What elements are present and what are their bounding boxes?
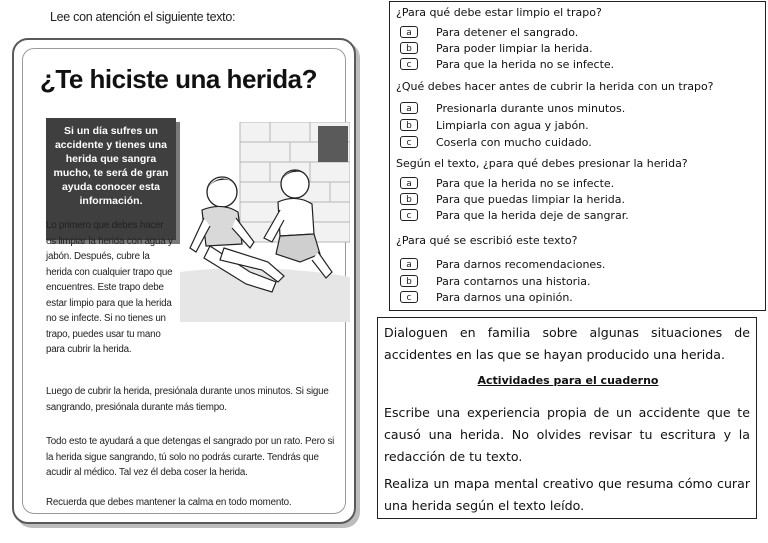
q2-option-a[interactable] [400, 101, 625, 115]
option-letter: c [400, 291, 418, 303]
intro-text: Si un día sufres un accidente y tienes una herida que sangra mucho, te será de gran ayuda conocer esta información. [53, 125, 169, 207]
option-text: Para que la herida no se infecte. [436, 57, 615, 71]
reading-title: ¿Te hiciste una herida? [40, 64, 317, 94]
q1-option-c[interactable] [400, 57, 614, 71]
q3-option-c[interactable] [400, 208, 629, 222]
q1-option-b[interactable] [400, 41, 593, 55]
paragraph-3: Todo esto te ayudará a que detengas el sangrado por un rato. Pero si la herida sigue sangrando, tú solo no podrás curarte. Tendrás que acudir al médico. Tal vez él deba coser la herida. [46, 436, 335, 478]
task-1-text: Escribe una experiencia propia de un accidente que te causó una herida. No olvides revisar tu escritura y la redacción de tu texto. [384, 405, 750, 464]
option-letter: b [400, 119, 418, 131]
option-text: Para contarnos una historia. [436, 274, 591, 288]
option-letter: a [400, 258, 418, 270]
q4-option-b[interactable] [400, 274, 591, 288]
question-2: ¿Qué debes hacer antes de cubrir la herida con un trapo? [396, 80, 714, 93]
option-text: Para que la herida deje de sangrar. [436, 208, 629, 222]
question-3: Según el texto, ¿para qué debes presionar la herida? [396, 157, 688, 170]
activity-box [377, 317, 757, 519]
option-letter: a [400, 26, 418, 38]
q3-option-a[interactable] [400, 176, 614, 190]
option-text: Limpiarla con agua y jabón. [436, 118, 589, 132]
option-text: Para darnos recomendaciones. [436, 257, 606, 271]
task-2-text: Realiza un mapa mental creativo que resuma cómo curar una herida según el texto leído. [384, 476, 750, 513]
q4-option-a[interactable] [400, 257, 605, 271]
option-letter: a [400, 177, 418, 189]
option-letter: c [400, 209, 418, 221]
q2-option-c[interactable] [400, 135, 592, 149]
option-text: Para darnos una opinión. [436, 290, 573, 304]
option-text: Para poder limpiar la herida. [436, 41, 593, 55]
option-text: Para que puedas limpiar la herida. [436, 192, 625, 206]
activity-heading: Actividades para el cuaderno [477, 374, 659, 387]
option-letter: b [400, 42, 418, 54]
paragraph-4: Recuerda que debes mantener la calma en todo momento. [46, 497, 292, 508]
paragraph-1: Lo primero que debes hacer es limpiar la herida con agua y jabón. Después, cubre la herida con cualquier trapo que encuentres. Este trapo debe estar limpio para que la herida no se infecte. Si no tienes un trapo, puedes usar tu mano para cubrir la herida. [46, 220, 173, 355]
option-text: Coserla con mucho cuidado. [436, 135, 592, 149]
option-text: Para detener el sangrado. [436, 25, 579, 39]
option-letter: a [400, 102, 418, 114]
question-1: ¿Para qué debe estar limpio el trapo? [396, 6, 602, 19]
paragraph-2: Luego de cubrir la herida, presiónala durante unos minutos. Si sigue sangrando, presiónala durante más tiempo. [46, 386, 329, 413]
quiz-box [389, 1, 766, 311]
question-4: ¿Para qué se escribió este texto? [396, 234, 578, 247]
option-text: Para que la herida no se infecte. [436, 176, 615, 190]
option-letter: b [400, 193, 418, 205]
reading-card [12, 38, 356, 524]
option-letter: b [400, 275, 418, 287]
instruction-text: Lee con atención el siguiente texto: [50, 10, 236, 24]
q1-option-a[interactable] [400, 25, 578, 39]
dialogue-text: Dialoguen en familia sobre algunas situaciones de accidentes en las que se hayan producido una herida. [384, 325, 750, 362]
option-text: Presionarla durante unos minutos. [436, 101, 626, 115]
option-letter: c [400, 136, 418, 148]
q4-option-c[interactable] [400, 290, 573, 304]
q2-option-b[interactable] [400, 118, 589, 132]
children-illustration [180, 122, 350, 322]
q3-option-b[interactable] [400, 192, 625, 206]
option-letter: c [400, 58, 418, 70]
